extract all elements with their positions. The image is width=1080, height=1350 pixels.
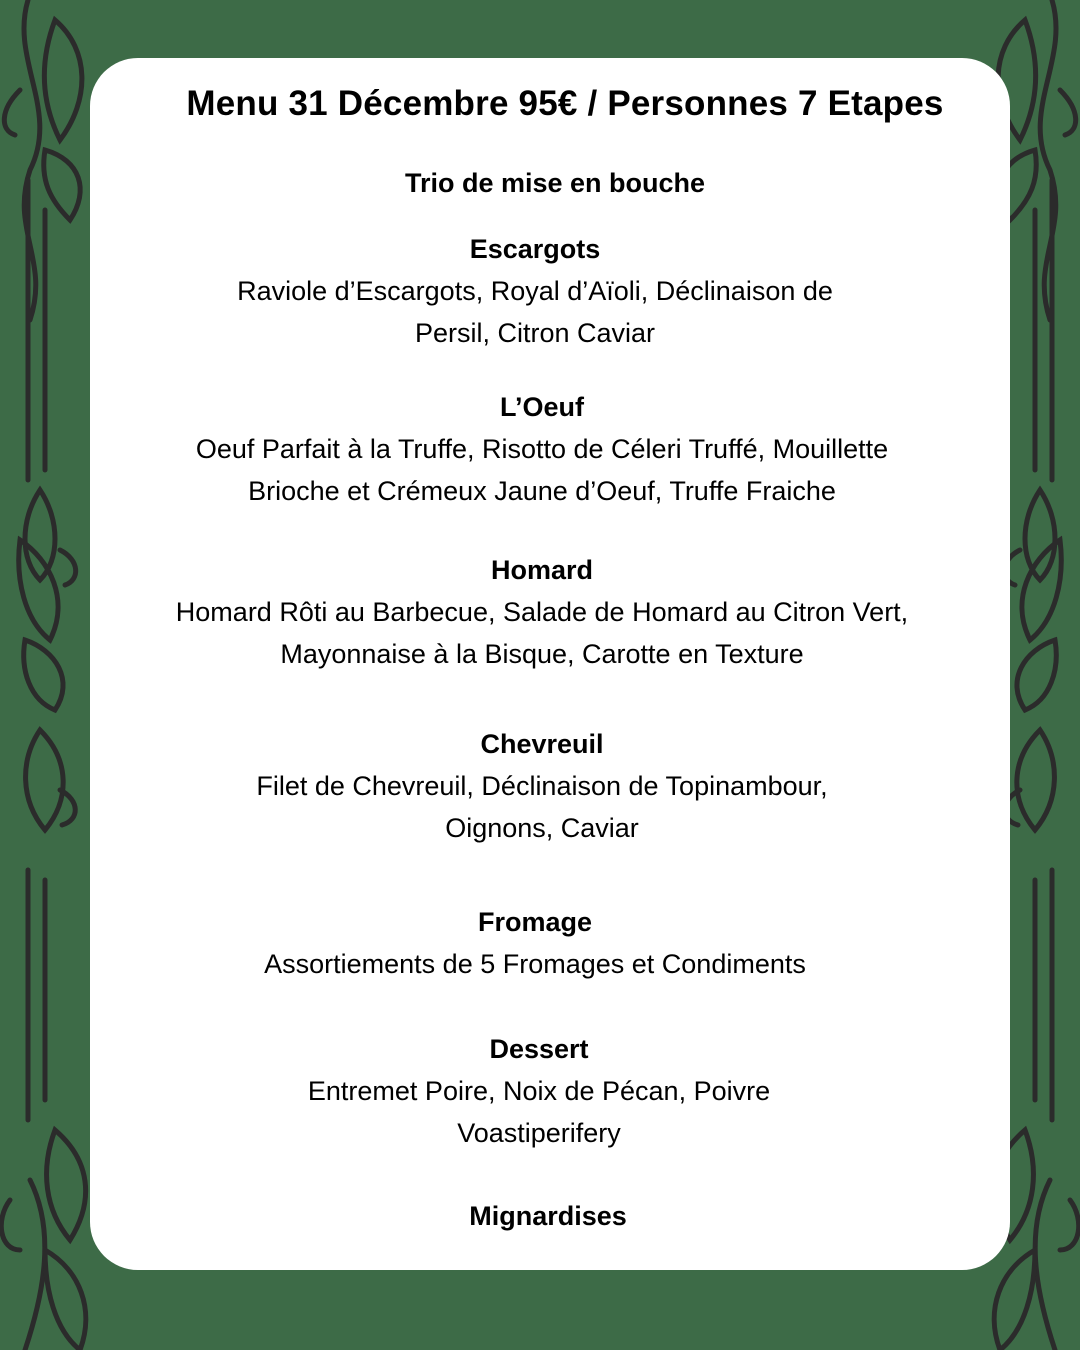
- amuse-heading: Trio de mise en bouche: [404, 168, 706, 198]
- course-line: Oeuf Parfait à la Truffe, Risotto de Céleri Truffé, Mouillette: [195, 434, 889, 464]
- course-line: Oignons, Caviar: [445, 813, 639, 843]
- course-heading: Chevreuil: [480, 729, 604, 759]
- course-line: Raviole d’Escargots, Royal d’Aïoli, Déclinaison de: [237, 276, 833, 306]
- course-chevreuil: [0, 723, 1080, 849]
- course-line: Entremet Poire, Noix de Pécan, Poivre: [307, 1076, 771, 1106]
- course-fromage: [0, 901, 1070, 985]
- course-line: Brioche et Crémeux Jaune d’Oeuf, Truffe Fraiche: [248, 476, 836, 506]
- course-line: Mayonnaise à la Bisque, Carotte en Texture: [280, 639, 804, 669]
- course-heading: Homard: [490, 555, 593, 585]
- course-heading: L’Oeuf: [499, 392, 584, 422]
- closing-heading: Mignardises: [469, 1201, 627, 1231]
- mignardises: [0, 1195, 1080, 1237]
- course-line: Filet de Chevreuil, Déclinaison de Topinambour,: [256, 771, 828, 801]
- course-oeuf: [0, 386, 1080, 512]
- course-heading: Dessert: [489, 1034, 589, 1064]
- course-heading: Fromage: [477, 907, 593, 937]
- course-homard: [0, 549, 1080, 675]
- menu-title: Menu 31 Décembre 95€ / Personnes 7 Etapes: [186, 84, 944, 123]
- course-line: Persil, Citron Caviar: [414, 318, 656, 348]
- course-dessert: [0, 1028, 1078, 1154]
- course-escargots: [0, 228, 1070, 354]
- course-heading: Escargots: [469, 234, 601, 264]
- amuse-bouche: [0, 162, 1080, 204]
- course-line: Assortiements de 5 Fromages et Condiments: [264, 949, 806, 979]
- course-line: Homard Rôti au Barbecue, Salade de Homard au Citron Vert,: [175, 597, 909, 627]
- course-line: Voastiperifery: [457, 1118, 621, 1148]
